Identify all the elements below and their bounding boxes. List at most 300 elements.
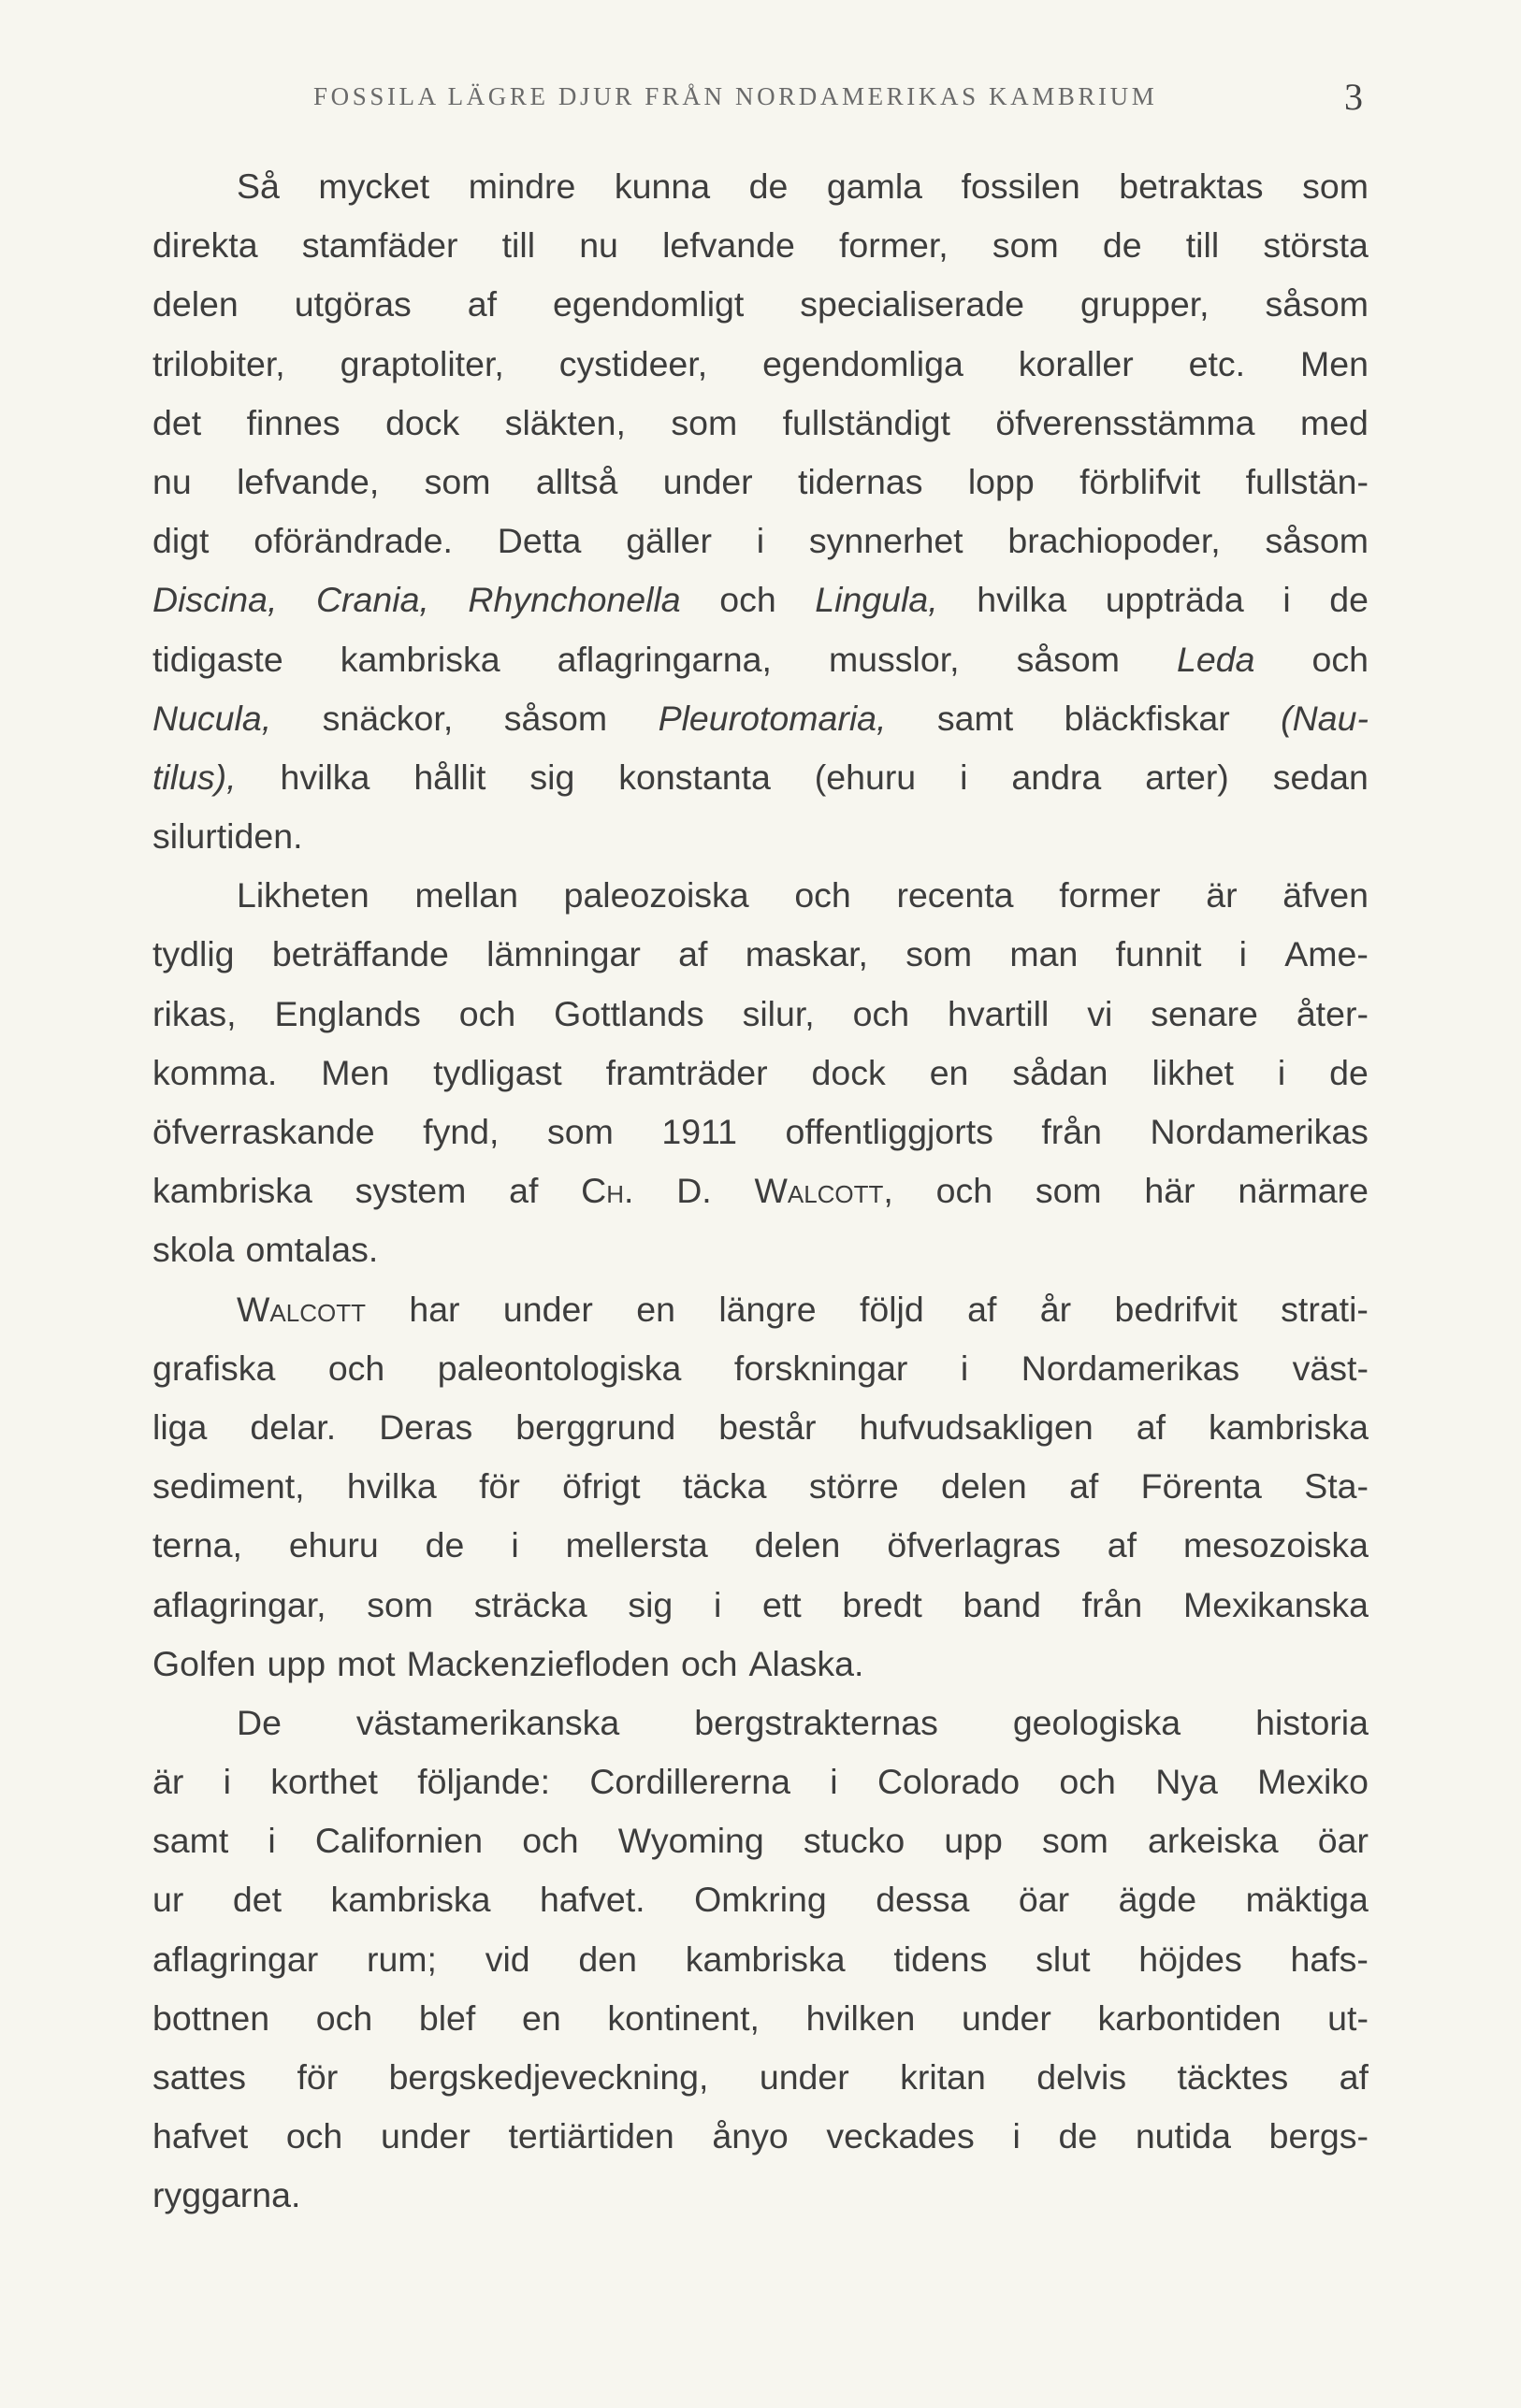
word: samt xyxy=(936,698,1014,738)
word: af xyxy=(509,1171,539,1211)
word: i xyxy=(830,1762,838,1802)
word: paleontologiska xyxy=(437,1348,682,1388)
word: ånyo xyxy=(712,2116,789,2156)
word: en xyxy=(636,1289,675,1329)
word: som xyxy=(671,402,738,442)
word: delvis xyxy=(1036,2057,1127,2097)
word: hafvet xyxy=(152,2116,249,2156)
word: delen xyxy=(754,1525,841,1565)
word: lopp xyxy=(967,461,1035,501)
word: offentliggjorts xyxy=(785,1112,993,1151)
word: snäckor, xyxy=(322,698,454,738)
italic-word: tilus), xyxy=(152,757,237,797)
word: vi xyxy=(1087,993,1113,1033)
word: de xyxy=(425,1525,465,1565)
word: som xyxy=(367,1584,434,1624)
word: delar. xyxy=(250,1406,337,1447)
word: Nordamerikas xyxy=(1150,1112,1369,1151)
word: som xyxy=(424,461,491,501)
text-line xyxy=(152,2166,1369,2225)
word: sedan xyxy=(1272,757,1369,797)
word: Så xyxy=(237,166,280,206)
word: i xyxy=(1282,580,1291,620)
word: arkeiska xyxy=(1147,1821,1279,1861)
word: Gottlands xyxy=(554,993,704,1033)
word: hvilken xyxy=(805,1997,916,2038)
text-line xyxy=(152,1280,1369,1339)
word: stamfäder xyxy=(301,225,458,266)
word: af xyxy=(1107,1525,1137,1565)
word: Omkring xyxy=(694,1880,827,1920)
word: mesozoiska xyxy=(1182,1525,1369,1565)
word: under xyxy=(380,2116,471,2156)
word: har xyxy=(409,1289,460,1329)
word: hvartill xyxy=(947,993,1050,1033)
word: nu xyxy=(152,461,192,501)
word: sig xyxy=(529,757,575,797)
word: af xyxy=(467,284,498,324)
word: till xyxy=(501,225,536,266)
text-line xyxy=(152,630,1369,689)
text-line xyxy=(152,453,1369,512)
text-line xyxy=(152,394,1369,453)
word: i xyxy=(1239,934,1247,974)
word: öfrigt xyxy=(562,1466,641,1507)
text-line xyxy=(152,689,1369,748)
word: de xyxy=(1102,225,1142,266)
word: ur xyxy=(152,1880,184,1920)
word: former, xyxy=(839,225,949,266)
word: digt xyxy=(152,521,210,561)
text-line xyxy=(152,1694,1369,1752)
word: ryggarna. xyxy=(152,2175,301,2215)
word: uppträda xyxy=(1105,580,1244,620)
word: i xyxy=(713,1584,722,1624)
word: veckades xyxy=(826,2116,975,2156)
word: under xyxy=(502,1289,593,1329)
word: etc. xyxy=(1188,343,1246,383)
word: äfven xyxy=(1282,875,1369,916)
word: vid xyxy=(485,1939,530,1979)
word: år xyxy=(1039,1289,1072,1329)
word: hvilka xyxy=(977,580,1067,620)
word: aflagringar xyxy=(152,1939,319,1979)
word: bläckfiskar xyxy=(1064,698,1230,738)
word: för xyxy=(297,2057,339,2097)
word: i xyxy=(756,521,765,561)
text-line xyxy=(152,807,1369,866)
italic-word: Leda xyxy=(1177,639,1255,679)
text-line xyxy=(152,1752,1369,1811)
word: hufvudsakligen xyxy=(859,1406,1094,1447)
text-line xyxy=(152,216,1369,275)
word: i xyxy=(223,1762,231,1802)
body-text xyxy=(152,157,1369,2226)
word: såsom xyxy=(1265,521,1369,561)
word: aflagringarna, xyxy=(557,639,772,679)
word: nu xyxy=(579,225,618,266)
word: som xyxy=(1302,166,1369,206)
word: samt xyxy=(152,1821,229,1861)
word: 1911 xyxy=(661,1112,737,1151)
word: är xyxy=(152,1762,184,1802)
word: direkta xyxy=(152,225,258,266)
word: tydligast xyxy=(433,1052,562,1092)
word: upp xyxy=(944,1821,1003,1861)
word: väst- xyxy=(1292,1348,1369,1388)
word: öfverensstämma xyxy=(995,402,1255,442)
running-head: FOSSILA LÄGRE DJUR FRÅN NORDAMERIKAS KAMBRIUM xyxy=(313,82,1158,110)
text-line xyxy=(152,1103,1369,1161)
word: fullständigt xyxy=(782,402,950,442)
word: och xyxy=(719,580,776,620)
word: lefvande, xyxy=(237,461,380,501)
word: egendomliga xyxy=(762,343,963,383)
word: stucko xyxy=(803,1821,905,1861)
word: hafvet. xyxy=(539,1880,645,1920)
word: och xyxy=(315,1997,373,2038)
word: för xyxy=(479,1466,520,1507)
text-line xyxy=(152,570,1369,629)
word: från xyxy=(1081,1584,1143,1624)
word: i xyxy=(268,1821,276,1861)
word: åter- xyxy=(1296,993,1369,1033)
word: mindre xyxy=(468,166,576,206)
text-line xyxy=(152,1870,1369,1929)
text-line xyxy=(152,157,1369,216)
text-line xyxy=(152,512,1369,570)
word: och xyxy=(522,1821,579,1861)
text-line xyxy=(152,275,1369,334)
word: Mackenziefloden xyxy=(406,1643,671,1683)
word: längre xyxy=(718,1289,817,1329)
text-line xyxy=(152,1576,1369,1635)
word: ehuru xyxy=(288,1525,379,1565)
word: konstanta xyxy=(618,757,771,797)
word: följd xyxy=(859,1289,924,1329)
text-line xyxy=(152,1989,1369,2048)
word: Nya xyxy=(1155,1762,1218,1802)
word: strati- xyxy=(1281,1289,1369,1329)
word: sig xyxy=(628,1584,674,1624)
text-line xyxy=(152,866,1369,925)
word: historia xyxy=(1255,1702,1369,1742)
word: som xyxy=(1042,1821,1108,1861)
word: sattes xyxy=(152,2057,247,2097)
word: framträder xyxy=(605,1052,768,1092)
word: och xyxy=(681,1643,738,1683)
word: och xyxy=(852,993,910,1033)
word: recenta xyxy=(896,875,1014,916)
word: bedrifvit xyxy=(1114,1289,1238,1329)
word: och xyxy=(935,1171,993,1211)
word: kambriska xyxy=(340,639,500,679)
word: kambriska xyxy=(152,1171,312,1211)
word: dock xyxy=(385,402,460,442)
word: från xyxy=(1041,1112,1103,1151)
word: täcka xyxy=(682,1466,767,1507)
word: bergstrakternas xyxy=(694,1702,938,1742)
word: mellan xyxy=(414,875,518,916)
word: Förenta xyxy=(1140,1466,1262,1507)
word: rum; xyxy=(366,1939,437,1979)
word: dessa xyxy=(876,1880,970,1920)
word: mäktiga xyxy=(1245,1880,1369,1920)
word: Detta xyxy=(497,521,582,561)
word: Mexikanska xyxy=(1182,1584,1369,1624)
word: det xyxy=(152,402,202,442)
small-caps-word: Walcott, xyxy=(754,1171,893,1211)
word: och xyxy=(327,1348,385,1388)
word: arter) xyxy=(1145,757,1229,797)
word: bredt xyxy=(842,1584,922,1624)
text-line xyxy=(152,925,1369,984)
word: komma. xyxy=(152,1052,278,1092)
word: och xyxy=(1059,1762,1116,1802)
word: tertiärtiden xyxy=(508,2116,674,2156)
word: öfverlagras xyxy=(887,1525,1061,1565)
word: Cordillererna xyxy=(589,1762,790,1802)
word: (ehuru xyxy=(814,757,917,797)
word: närmare xyxy=(1238,1171,1369,1211)
word: och xyxy=(794,875,851,916)
word: bottnen xyxy=(152,1997,270,2038)
word: musslor, xyxy=(828,639,960,679)
text-line xyxy=(152,1339,1369,1398)
word: oförändrade. xyxy=(254,521,453,561)
word: utgöras xyxy=(294,284,412,324)
word: grafiska xyxy=(152,1348,276,1388)
word: Alaska. xyxy=(748,1643,864,1683)
word: beträffande xyxy=(271,934,449,974)
word: såsom xyxy=(1265,284,1369,324)
word: såsom xyxy=(503,698,608,738)
word: en xyxy=(929,1052,969,1092)
word: hvilka xyxy=(280,757,370,797)
word: förblifvit xyxy=(1079,461,1201,501)
word: och xyxy=(458,993,516,1033)
word: Sta- xyxy=(1304,1466,1369,1507)
word: brachiopoder, xyxy=(1007,521,1221,561)
text-line xyxy=(152,1930,1369,1989)
word: af xyxy=(678,934,708,974)
word: af xyxy=(967,1289,997,1329)
word: den xyxy=(578,1939,637,1979)
word: maskar, xyxy=(745,934,868,974)
word: största xyxy=(1263,225,1369,266)
word: hafs- xyxy=(1290,1939,1369,1979)
italic-word: (Nau- xyxy=(1281,698,1369,738)
word: forskningar xyxy=(733,1348,908,1388)
text-line xyxy=(152,748,1369,807)
word: alltså xyxy=(535,461,618,501)
small-caps-word: Ch. xyxy=(581,1171,634,1211)
word: och xyxy=(285,2116,343,2156)
word: Men xyxy=(1300,343,1369,383)
word: tidens xyxy=(893,1939,988,1979)
word: trilobiter, xyxy=(152,343,285,383)
word: bergs- xyxy=(1268,2116,1369,2156)
word: under xyxy=(759,2057,849,2097)
word: i xyxy=(1012,2116,1021,2156)
word: Californien xyxy=(314,1821,484,1861)
word: tidigaste xyxy=(152,639,283,679)
word: gamla xyxy=(826,166,923,206)
word: aflagringar, xyxy=(152,1584,326,1624)
word: fynd, xyxy=(423,1112,500,1151)
word: Men xyxy=(321,1052,390,1092)
word: ägde xyxy=(1118,1880,1197,1920)
word: af xyxy=(1339,2057,1369,2097)
word: såsom xyxy=(1016,639,1121,679)
italic-word: Crania, xyxy=(315,580,429,620)
word: i xyxy=(960,1348,969,1388)
word: hållit xyxy=(413,757,486,797)
text-line xyxy=(152,1811,1369,1870)
italic-word: Rhynchonella xyxy=(468,580,681,620)
text-line xyxy=(152,1220,1369,1279)
word: gäller xyxy=(626,521,712,561)
word: slut xyxy=(1036,1939,1091,1979)
page-number: 3 xyxy=(1344,76,1363,118)
word: öar xyxy=(1317,1821,1369,1861)
word: sådan xyxy=(1012,1052,1108,1092)
word: är xyxy=(1206,875,1238,916)
word: blef xyxy=(418,1997,476,2038)
word: koraller xyxy=(1018,343,1134,383)
word: lämningar xyxy=(486,934,641,974)
word: som xyxy=(1035,1171,1102,1211)
word: i xyxy=(511,1525,519,1565)
word: släkten, xyxy=(504,402,626,442)
word: en xyxy=(521,1997,561,2038)
word: af xyxy=(1069,1466,1099,1507)
word: korthet xyxy=(270,1762,378,1802)
word: består xyxy=(718,1406,817,1447)
word: man xyxy=(1009,934,1079,974)
word: och xyxy=(1311,639,1369,679)
word: till xyxy=(1185,225,1220,266)
word: graptoliter, xyxy=(340,343,504,383)
word: omtalas. xyxy=(245,1230,379,1270)
text-line xyxy=(152,1398,1369,1457)
word: i xyxy=(1277,1052,1286,1092)
word: under xyxy=(662,461,753,501)
word: mellersta xyxy=(565,1525,708,1565)
word: senare xyxy=(1151,993,1258,1033)
word: silur, xyxy=(742,993,815,1033)
word: bergskedjeveckning, xyxy=(388,2057,709,2097)
word: silurtiden. xyxy=(152,816,303,857)
word: synnerhet xyxy=(808,521,963,561)
word: dock xyxy=(811,1052,886,1092)
word: det xyxy=(232,1880,282,1920)
word: finnes xyxy=(246,402,340,442)
word: de xyxy=(1058,2116,1098,2156)
word: fossilen xyxy=(961,166,1080,206)
word: Golfen xyxy=(152,1643,256,1683)
word: hvilka xyxy=(346,1466,437,1507)
word: De xyxy=(237,1702,282,1742)
word: delen xyxy=(940,1466,1027,1507)
word: kambriska xyxy=(685,1939,846,1979)
word: Nordamerikas xyxy=(1021,1348,1240,1388)
word: Mexiko xyxy=(1257,1762,1369,1802)
word: karbontiden xyxy=(1097,1997,1282,2038)
word: kontinent, xyxy=(607,1997,760,2038)
word: kambriska xyxy=(330,1880,491,1920)
word: här xyxy=(1144,1171,1195,1211)
text-line xyxy=(152,335,1369,394)
word: specialiserade xyxy=(800,284,1024,324)
word: berggrund xyxy=(515,1406,676,1447)
word: sediment, xyxy=(152,1466,305,1507)
word: Deras xyxy=(379,1406,473,1447)
word: betraktas xyxy=(1119,166,1264,206)
word: täcktes xyxy=(1177,2057,1289,2097)
word: cystideer, xyxy=(558,343,708,383)
word: öfverraskande xyxy=(152,1112,375,1151)
word: egendomligt xyxy=(553,284,745,324)
word: Englands xyxy=(274,993,421,1033)
text-line xyxy=(152,1516,1369,1575)
word: kritan xyxy=(900,2057,986,2097)
word: västamerikanska xyxy=(355,1702,620,1742)
word: Likheten xyxy=(237,875,369,916)
italic-word: Nucula, xyxy=(152,698,272,738)
word: rikas, xyxy=(152,993,237,1033)
text-line xyxy=(152,1044,1369,1103)
word: tydlig xyxy=(152,934,235,974)
italic-word: Discina, xyxy=(152,580,278,620)
word: fullstän- xyxy=(1245,461,1369,501)
word: system xyxy=(355,1171,467,1211)
text-line xyxy=(152,1161,1369,1220)
word: kambriska xyxy=(1209,1406,1369,1447)
word: Ame- xyxy=(1284,934,1369,974)
word: af xyxy=(1136,1406,1166,1447)
word: de xyxy=(748,166,789,206)
word: tidernas xyxy=(798,461,923,501)
word: Wyoming xyxy=(617,1821,764,1861)
word: terna, xyxy=(152,1525,242,1565)
text-line xyxy=(152,2107,1369,2166)
word: Colorado xyxy=(876,1762,1021,1802)
text-line xyxy=(152,1457,1369,1516)
word: D. xyxy=(676,1171,712,1211)
word: följande: xyxy=(417,1762,551,1802)
word: i xyxy=(960,757,968,797)
word: geologiska xyxy=(1012,1702,1181,1742)
word: som xyxy=(992,225,1059,266)
word: de xyxy=(1329,1052,1369,1092)
word: höjdes xyxy=(1138,1939,1242,1979)
word: skola xyxy=(152,1230,235,1270)
italic-word: Pleurotomaria, xyxy=(658,698,887,738)
word: andra xyxy=(1011,757,1102,797)
word: som xyxy=(905,934,973,974)
word: ut- xyxy=(1327,1997,1369,2038)
word: likhet xyxy=(1152,1052,1234,1092)
word: liga xyxy=(152,1406,208,1447)
word: mot xyxy=(337,1643,396,1683)
word: med xyxy=(1299,402,1369,442)
word: öar xyxy=(1018,1880,1070,1920)
word: större xyxy=(808,1466,899,1507)
word: kunna xyxy=(614,166,711,206)
word: mycket xyxy=(318,166,430,206)
word: grupper, xyxy=(1079,284,1210,324)
